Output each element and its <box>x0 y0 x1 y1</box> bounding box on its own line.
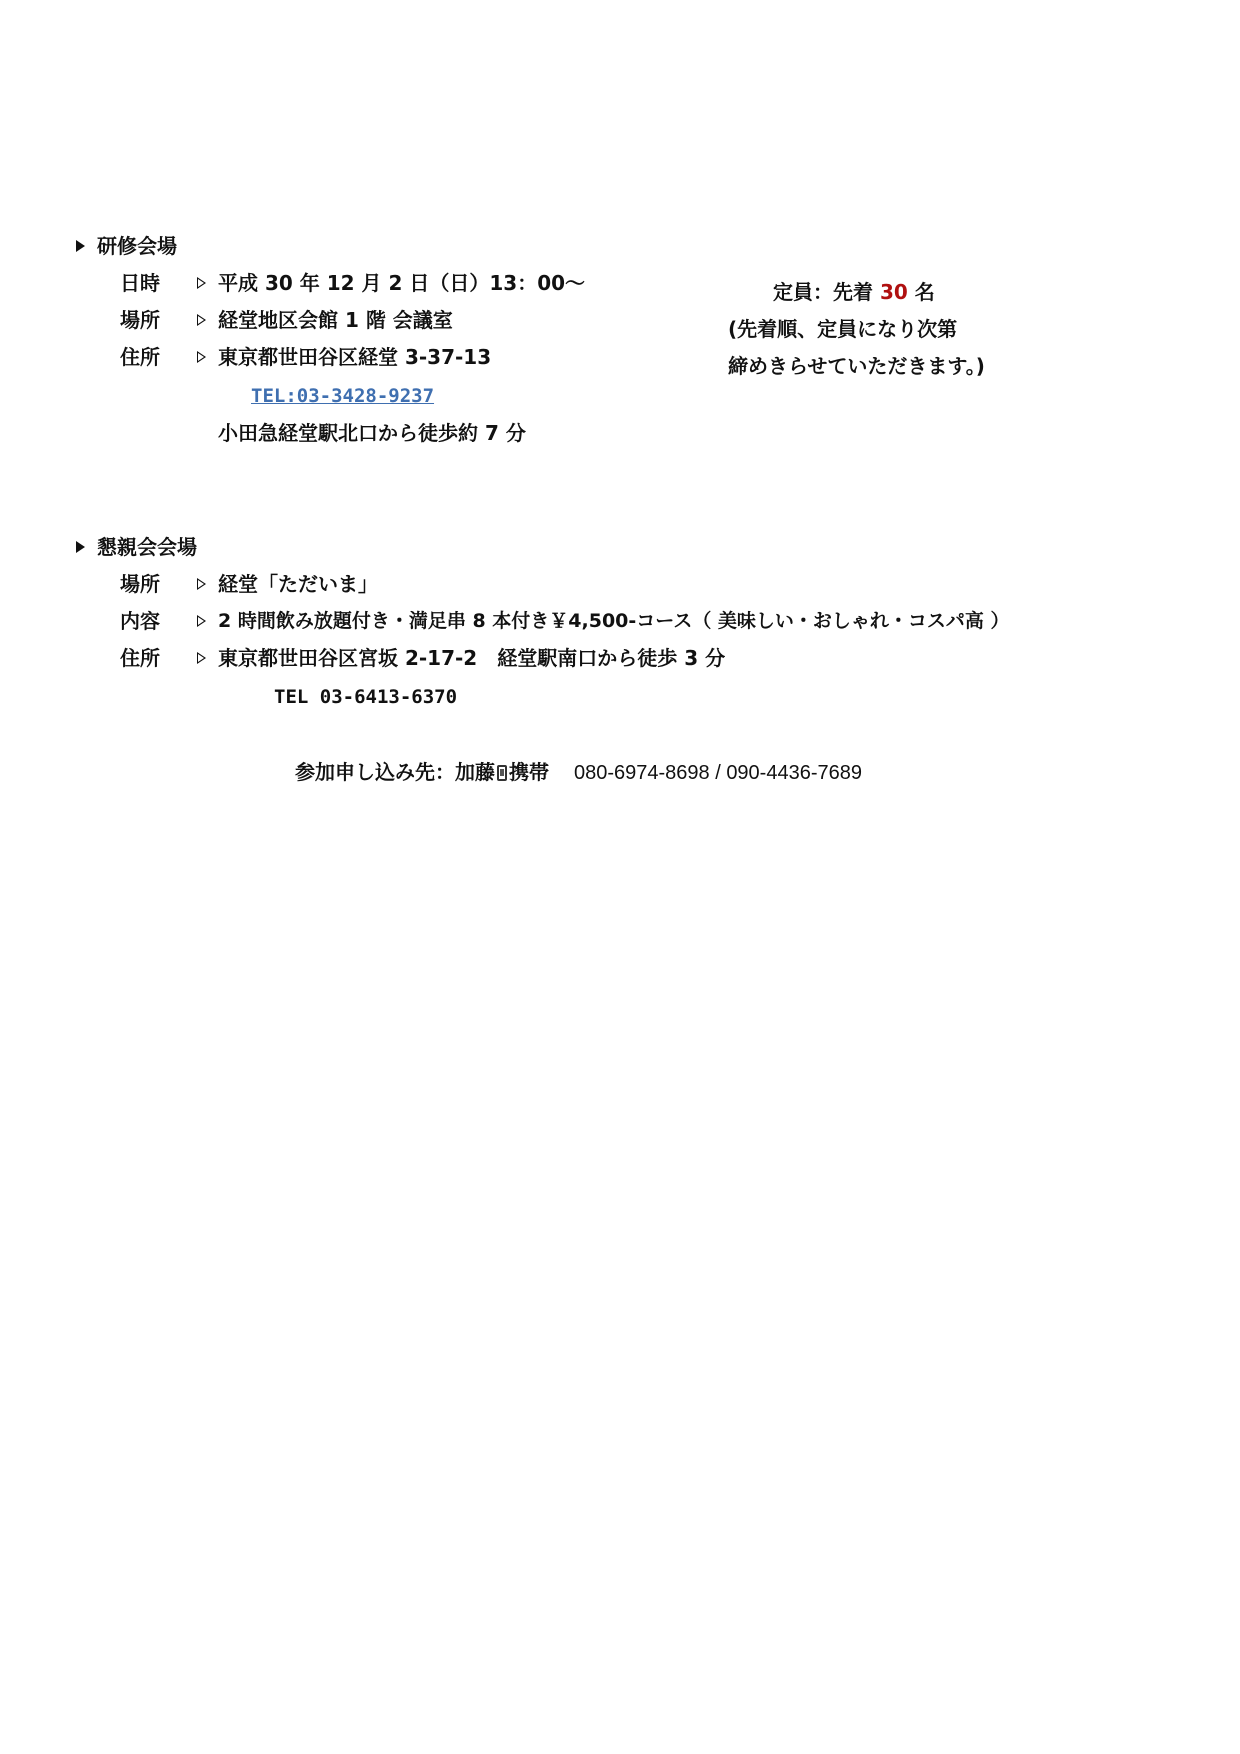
social-content-label: 内容 <box>120 609 160 633</box>
bullet-icon <box>197 277 206 289</box>
place-label: 場所 <box>120 308 160 332</box>
training-venue-tel-link[interactable]: TEL:03-3428-9237 <box>251 385 435 407</box>
datetime-value: 平成 30 年 12 月 2 日（日）13：00～ <box>218 271 586 295</box>
bullet-icon <box>197 652 206 664</box>
datetime-label: 日時 <box>120 271 160 295</box>
bullet-icon <box>197 314 206 326</box>
social-address-value: 東京都世田谷区宮坂 2-17-2 経堂駅南口から徒歩 3 分 <box>218 646 726 670</box>
section-marker-icon <box>76 541 85 553</box>
bullet-icon <box>197 578 206 590</box>
address-value: 東京都世田谷区経堂 3-37-13 <box>218 345 492 369</box>
bullet-icon <box>197 351 206 363</box>
mobile-phone-icon <box>497 765 507 781</box>
social-address-label: 住所 <box>120 646 160 670</box>
social-content-value: 2 時間飲み放題付き・満足串 8 本付き￥4,500-コース（ 美味しい・おしゃれ・コスパ高 ） <box>218 610 1010 632</box>
section-marker-icon <box>76 240 85 252</box>
address-label: 住所 <box>120 345 160 369</box>
place-value: 経堂地区会館 1 階 会議室 <box>218 308 453 332</box>
social-venue-heading: 懇親会会場 <box>97 535 197 559</box>
capacity-note-line2: 締めきらせていただきます。) <box>728 354 985 378</box>
social-place-label: 場所 <box>120 572 160 596</box>
capacity-prefix: 定員：先着 <box>773 280 873 304</box>
contact-label: 参加申し込み先：加藤 <box>295 760 495 784</box>
contact-mobile-label: 携帯 <box>509 760 549 784</box>
training-venue-access: 小田急経堂駅北口から徒歩約 7 分 <box>218 421 526 445</box>
bullet-icon <box>197 615 206 627</box>
contact-line <box>295 759 862 786</box>
capacity-number: 30 <box>879 280 908 304</box>
training-venue-heading: 研修会場 <box>97 234 177 258</box>
capacity-suffix: 名 <box>914 280 935 304</box>
capacity-note-line1: (先着順、定員になり次第 <box>728 317 958 341</box>
social-venue-tel: TEL 03-6413-6370 <box>274 686 458 708</box>
social-place-value: 経堂「ただいま」 <box>218 572 378 596</box>
contact-numbers: 080-6974-8698 / 090-4436-7689 <box>573 762 862 784</box>
capacity-line <box>773 279 935 305</box>
